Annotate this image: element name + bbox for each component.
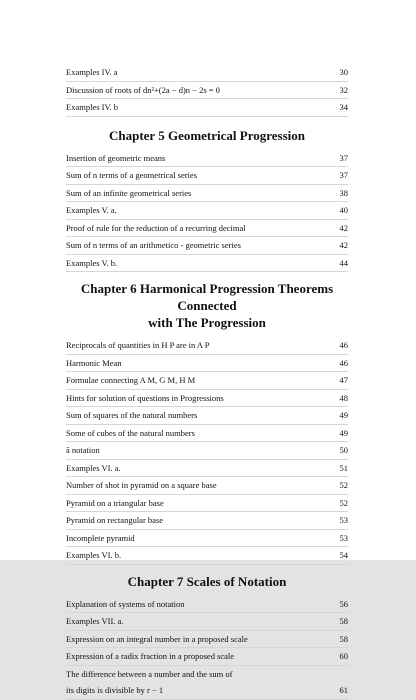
toc-entry[interactable]: [66, 631, 348, 649]
toc-entry[interactable]: [66, 64, 348, 82]
chapter-title: Chapter 7 Scales of Notation: [127, 573, 287, 589]
toc-entry-title: Expression on an integral number in a proposed scale: [66, 633, 248, 644]
toc-entry-page: 49: [339, 427, 348, 438]
toc-entry[interactable]: [66, 99, 348, 117]
toc-entry[interactable]: [66, 477, 348, 495]
toc-entry-page: 46: [339, 357, 348, 368]
toc-entry-page: 42: [339, 222, 348, 233]
toc-entry-page: 53: [339, 532, 348, 543]
toc-entry-page: 37: [339, 152, 348, 163]
toc-entry-page: 30: [339, 67, 348, 77]
toc-entry[interactable]: [66, 82, 348, 100]
toc-entry-title: its digits is divisible by r − 1: [66, 685, 164, 695]
toc-entry-title: Examples VI. a.: [66, 462, 121, 473]
toc-entry-title: Examples V. b.: [66, 257, 118, 268]
toc-entry-title: Discussion of roots of dn²+(2a − d)n − 2s = 0: [66, 84, 220, 95]
toc-entry-title: Pyramid on rectangular base: [66, 515, 164, 525]
toc-entry-title: Sum of squares of the natural numbers: [66, 410, 198, 420]
toc-entry-page: 37: [339, 170, 348, 180]
toc-entry-title: The difference between a number and the sum of: [66, 668, 233, 679]
toc-entry[interactable]: [66, 167, 348, 185]
toc-entry-page: 47: [339, 375, 348, 385]
toc-entry-title: Sum of n terms of an arithmetico - geometric series: [66, 240, 241, 250]
toc-entry-page: 34: [339, 102, 348, 112]
chapter-title: Chapter 5 Geometrical Progression: [108, 127, 306, 143]
toc-entry[interactable]: [66, 390, 348, 408]
toc-entry-page: 61: [339, 685, 348, 695]
toc-entry-page: 40: [339, 205, 348, 215]
toc-entry-page: 42: [339, 240, 348, 250]
toc-entry-page: 52: [339, 480, 348, 490]
toc-entry-title: Harmonic Mean: [66, 357, 122, 368]
chapter-title: Chapter 6 Harmonical Progression Theorems Connected: [80, 281, 334, 313]
chapter-heading: [66, 573, 348, 590]
toc-entry[interactable]: [66, 425, 348, 443]
toc-entry[interactable]: [66, 682, 348, 700]
toc-entry-page: 38: [339, 187, 348, 198]
toc-entry-page: 44: [339, 257, 348, 268]
toc-entry-title: Sum of n terms of a geometrical series: [66, 170, 198, 180]
toc-entry-title: Expression of a radix fraction in a proposed scale: [66, 651, 235, 661]
chapter-heading: [66, 127, 348, 144]
toc-entry-page: 58: [339, 616, 348, 626]
toc-entry[interactable]: [66, 460, 348, 478]
toc-entry-page: 53: [339, 515, 348, 525]
toc-entry[interactable]: [66, 202, 348, 220]
toc-entry-title: Explanation of systems of notation: [66, 598, 185, 609]
toc-entry-title: Examples IV. b: [66, 102, 119, 112]
toc-entry[interactable]: [66, 185, 348, 203]
toc-entry-title: Hints for solution of questions in Progressions: [66, 392, 224, 403]
toc-entry-page: 49: [339, 410, 348, 420]
toc-entry[interactable]: [66, 355, 348, 373]
toc-entry[interactable]: [66, 547, 348, 565]
toc-entry-title: Some of cubes of the natural numbers: [66, 427, 195, 438]
toc-entry-page: 48: [339, 392, 348, 403]
toc-entry[interactable]: [66, 220, 348, 238]
toc-entry[interactable]: [66, 407, 348, 425]
chapter-title-line2: with The Progression: [148, 315, 266, 330]
toc-entry-page: 56: [339, 598, 348, 609]
toc-entry-page: 52: [339, 497, 348, 508]
toc-entry[interactable]: [66, 613, 348, 631]
toc-entry[interactable]: [66, 255, 348, 273]
toc-entry-page: 51: [339, 462, 348, 473]
toc-entry[interactable]: [66, 150, 348, 168]
toc-entry[interactable]: [66, 512, 348, 530]
toc-entry-title: Examples IV. a: [66, 67, 118, 77]
toc-entry-page: 60: [339, 651, 348, 661]
toc-entry-title: Insertion of geometric means: [66, 152, 166, 163]
toc-entry-title: Incomplete pyramid: [66, 532, 135, 543]
toc-entry[interactable]: [66, 648, 348, 666]
toc-entry[interactable]: [66, 666, 348, 683]
toc-entry-page: 58: [339, 633, 348, 644]
toc-entry-title: Reciprocals of quantities in H P are in A P: [66, 340, 210, 350]
chapter-heading: [66, 280, 348, 331]
toc-entry-title: Examples VII. a.: [66, 616, 124, 626]
toc-entry[interactable]: [66, 337, 348, 355]
toc-entry-page: 54: [339, 550, 348, 560]
toc-entry-title: Formulae connecting A M, G M, H M: [66, 375, 196, 385]
toc-entry[interactable]: [66, 530, 348, 548]
toc-entry-title: Sum of an infinite geometrical series: [66, 187, 192, 198]
toc-entry-page: 32: [339, 84, 348, 95]
toc-entry-title: Proof of rule for the reduction of a recurring decimal: [66, 222, 246, 233]
toc-entry[interactable]: [66, 495, 348, 513]
toc-entry-page: 46: [339, 340, 348, 350]
table-of-contents: [66, 64, 348, 700]
toc-entry[interactable]: [66, 237, 348, 255]
toc-entry-title: ā notation: [66, 445, 100, 455]
toc-entry-title: Number of shot in pyramid on a square base: [66, 480, 217, 490]
toc-entry-title: Examples VI. b.: [66, 550, 122, 560]
toc-entry[interactable]: [66, 596, 348, 614]
toc-entry-page: 50: [339, 445, 348, 455]
toc-entry-title: Pyramid on a triangular base: [66, 497, 164, 508]
toc-entry[interactable]: [66, 442, 348, 460]
toc-entry-title: Examples V. a.: [66, 205, 117, 215]
toc-entry[interactable]: [66, 372, 348, 390]
